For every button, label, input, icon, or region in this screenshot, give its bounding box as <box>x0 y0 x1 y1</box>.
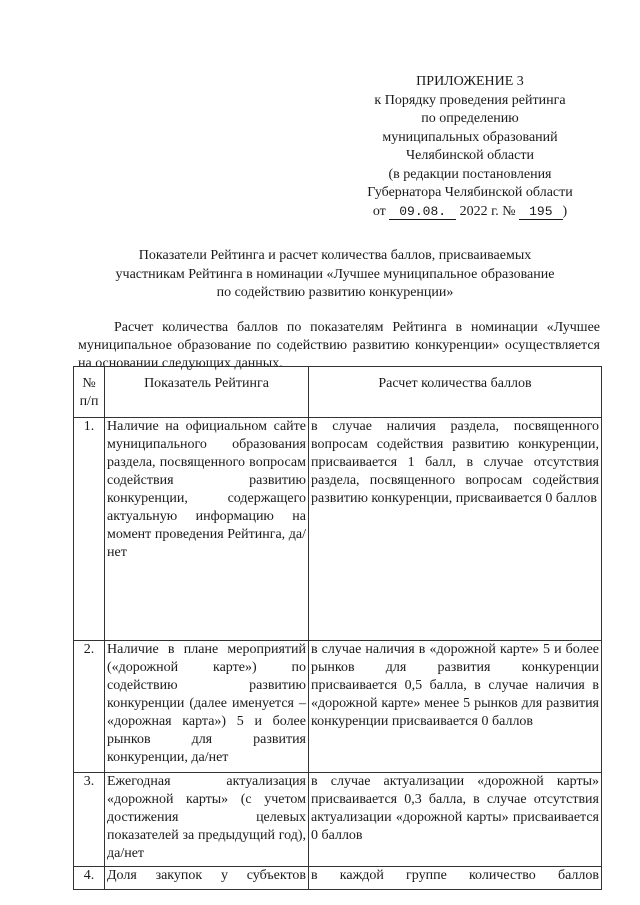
table-row <box>74 641 602 773</box>
row-indicator: Ежегодная актуализация «дорожной карты» (с учетом достижения целевых показателей за предыдущий год), да/нет <box>105 773 309 867</box>
appendix-line: к Порядку проведения рейтинга <box>374 92 566 108</box>
document-title <box>70 247 600 303</box>
row-number: 1. <box>74 418 105 641</box>
date-year: 2022 г. № <box>459 203 516 219</box>
row-calc: в каждой группе количество баллов <box>309 867 602 890</box>
title-line: участникам Рейтинга в номинации «Лучшее муниципальное образование <box>115 266 555 282</box>
row-calc: в случае наличия в «дорожной карте» 5 и более рынков для развития конкуренции присваивается 0,5 балла, в случае наличия в «дорожной карте» менее 5 рынков для развития конкуренции присваивается 0 баллов <box>309 641 602 773</box>
appendix-header <box>340 73 600 221</box>
row-calc: в случае актуализации «дорожной карты» присваивается 0,3 балла, в случае отсутствия актуализации «дорожной карты» присваивается 0 баллов <box>309 773 602 867</box>
table-row <box>74 773 602 867</box>
appendix-line: по определению <box>421 111 519 126</box>
title-line: по содействию развитию конкуренции» <box>216 285 454 300</box>
header-indicator: Показатель Рейтинга <box>105 367 309 418</box>
row-indicator: Наличие на официальном сайте муниципального образования раздела, посвященного вопросам содействия развитию конкуренции, содержащего актуальную информацию на момент проведения Рейтинга, да/нет <box>105 418 309 641</box>
date-prefix: от <box>372 203 386 219</box>
appendix-line: (в редакции постановления <box>388 166 552 182</box>
row-calc: в случае наличия раздела, посвященного вопросам содействия развитию конкуренции, присваивается 1 балл, в случае отсутствия раздела, посвященного вопросам содействия развитию конкуренции, присваивается 0 баллов <box>309 418 602 641</box>
appendix-line: Челябинской области <box>406 148 534 163</box>
row-indicator: Наличие в плане мероприятий («дорожной карте») по содействию развитию конкуренции (далее именуется – «дорожная карта») 5 и более рынков для развития конкуренции, да/нет <box>105 641 309 773</box>
table-row <box>74 867 602 890</box>
row-number: 3. <box>74 773 105 867</box>
table-row <box>74 418 602 641</box>
appendix-title: ПРИЛОЖЕНИЕ 3 <box>416 74 524 89</box>
intro-paragraph: Расчет количества баллов по показателям Рейтинга в номинации «Лучшее муниципальное образование по содействию развитию конкуренции» осуществляется на основании следующих данных. <box>78 320 600 371</box>
table-header-row <box>74 367 602 418</box>
title-line: Показатели Рейтинга и расчет количества баллов, присваиваемых <box>138 248 532 263</box>
appendix-line: муниципальных образований <box>382 129 558 145</box>
rating-table <box>73 366 602 890</box>
date-close: ) <box>562 203 568 219</box>
decree-date-line <box>340 203 600 222</box>
row-number: 4. <box>74 867 105 890</box>
appendix-line: Губернатора Челябинской области <box>367 185 573 200</box>
row-number: 2. <box>74 641 105 773</box>
row-indicator: Доля закупок у субъектов <box>105 867 309 890</box>
decree-number: 195 <box>519 204 562 220</box>
header-num: № п/п <box>74 367 105 418</box>
decree-date: 09.08. <box>389 204 456 220</box>
header-calc: Расчет количества баллов <box>309 367 602 418</box>
